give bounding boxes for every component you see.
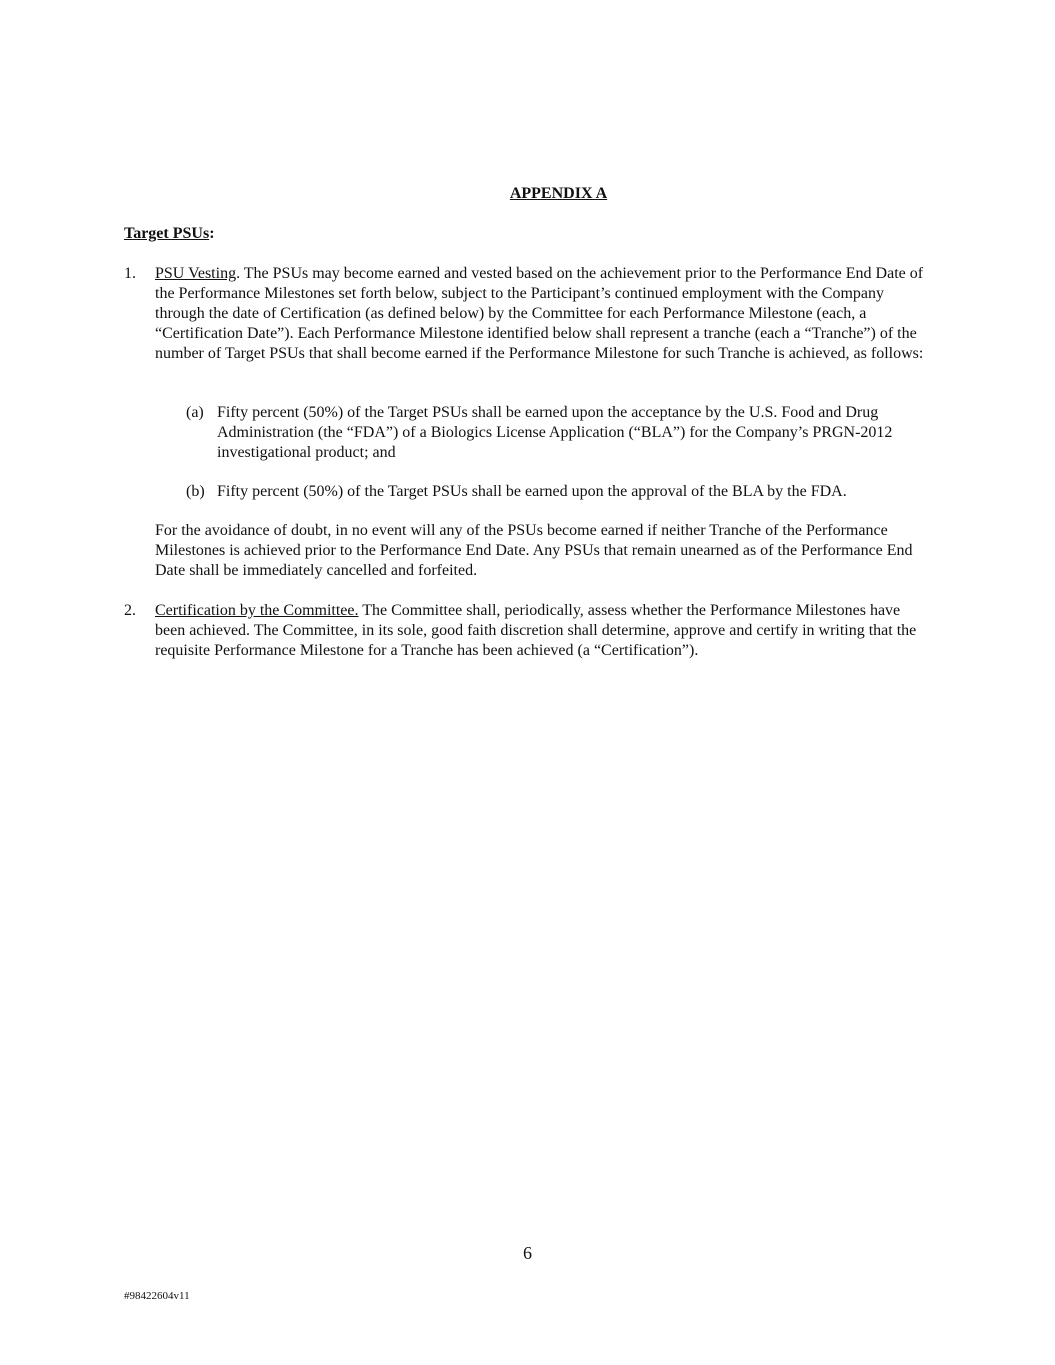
subheading [124, 224, 215, 244]
section-1 [124, 264, 934, 364]
subheading-suffix: : [209, 225, 215, 242]
page-title: APPENDIX A [509, 185, 608, 202]
section-2-text: The Committee shall, periodically, assess whether the Performance Milestones have been achieved. The Committee, in its sole, good faith discretion shall determine, approve and certify in writing that the requisite Performance Milestone for a Tranche has been achieved (a “Certification”). [155, 602, 917, 659]
item-b-label: (b) [186, 483, 205, 500]
item-a-text: Fifty percent (50%) of the Target PSUs shall be earned upon the acceptance by the U.S. Food and Drug Administration (the “FDA”) of a Biologics License Application (“BLA”) for the Company’s PRGN-2012 investigational product; and [217, 404, 893, 461]
section-1-heading: PSU Vesting [155, 265, 237, 282]
page-number: 6 [523, 1243, 532, 1263]
section-1-number: 1. [124, 265, 136, 282]
section-1-closing: For the avoidance of doubt, in no event will any of the PSUs become earned if neither Tranche of the Performance Milestones is achieved prior to the Performance End Date. Any PSUs that remain unearned as of the Performance End Date shall be immediately cancelled and forfeited. [155, 522, 913, 579]
section-2 [124, 601, 934, 661]
item-b-text: Fifty percent (50%) of the Target PSUs shall be earned upon the approval of the BLA by the FDA. [217, 483, 847, 500]
item-a-label: (a) [186, 404, 204, 421]
section-1-text: . The PSUs may become earned and vested based on the achievement prior to the Performance End Date of the Performance Milestones set forth below, subject to the Participant’s continued employment with the Company through the date of Certification (as defined below) by the Committee for each Performance Milestone (each, a “Certification Date”). Each Performance Milestone identified below shall represent a tranche (each a “Tranche”) of the number of Target PSUs that shall become earned if the Performance Milestone for such Tranche is achieved, as follows: [155, 265, 924, 362]
section-2-number: 2. [124, 602, 136, 619]
subheading-label: Target PSUs [124, 225, 210, 242]
section-1-item-a [186, 403, 906, 463]
document-id: #98422604v11 [124, 1290, 190, 1302]
section-1-item-b [186, 482, 906, 502]
section-2-heading: Certification by the Committee. [155, 602, 359, 619]
